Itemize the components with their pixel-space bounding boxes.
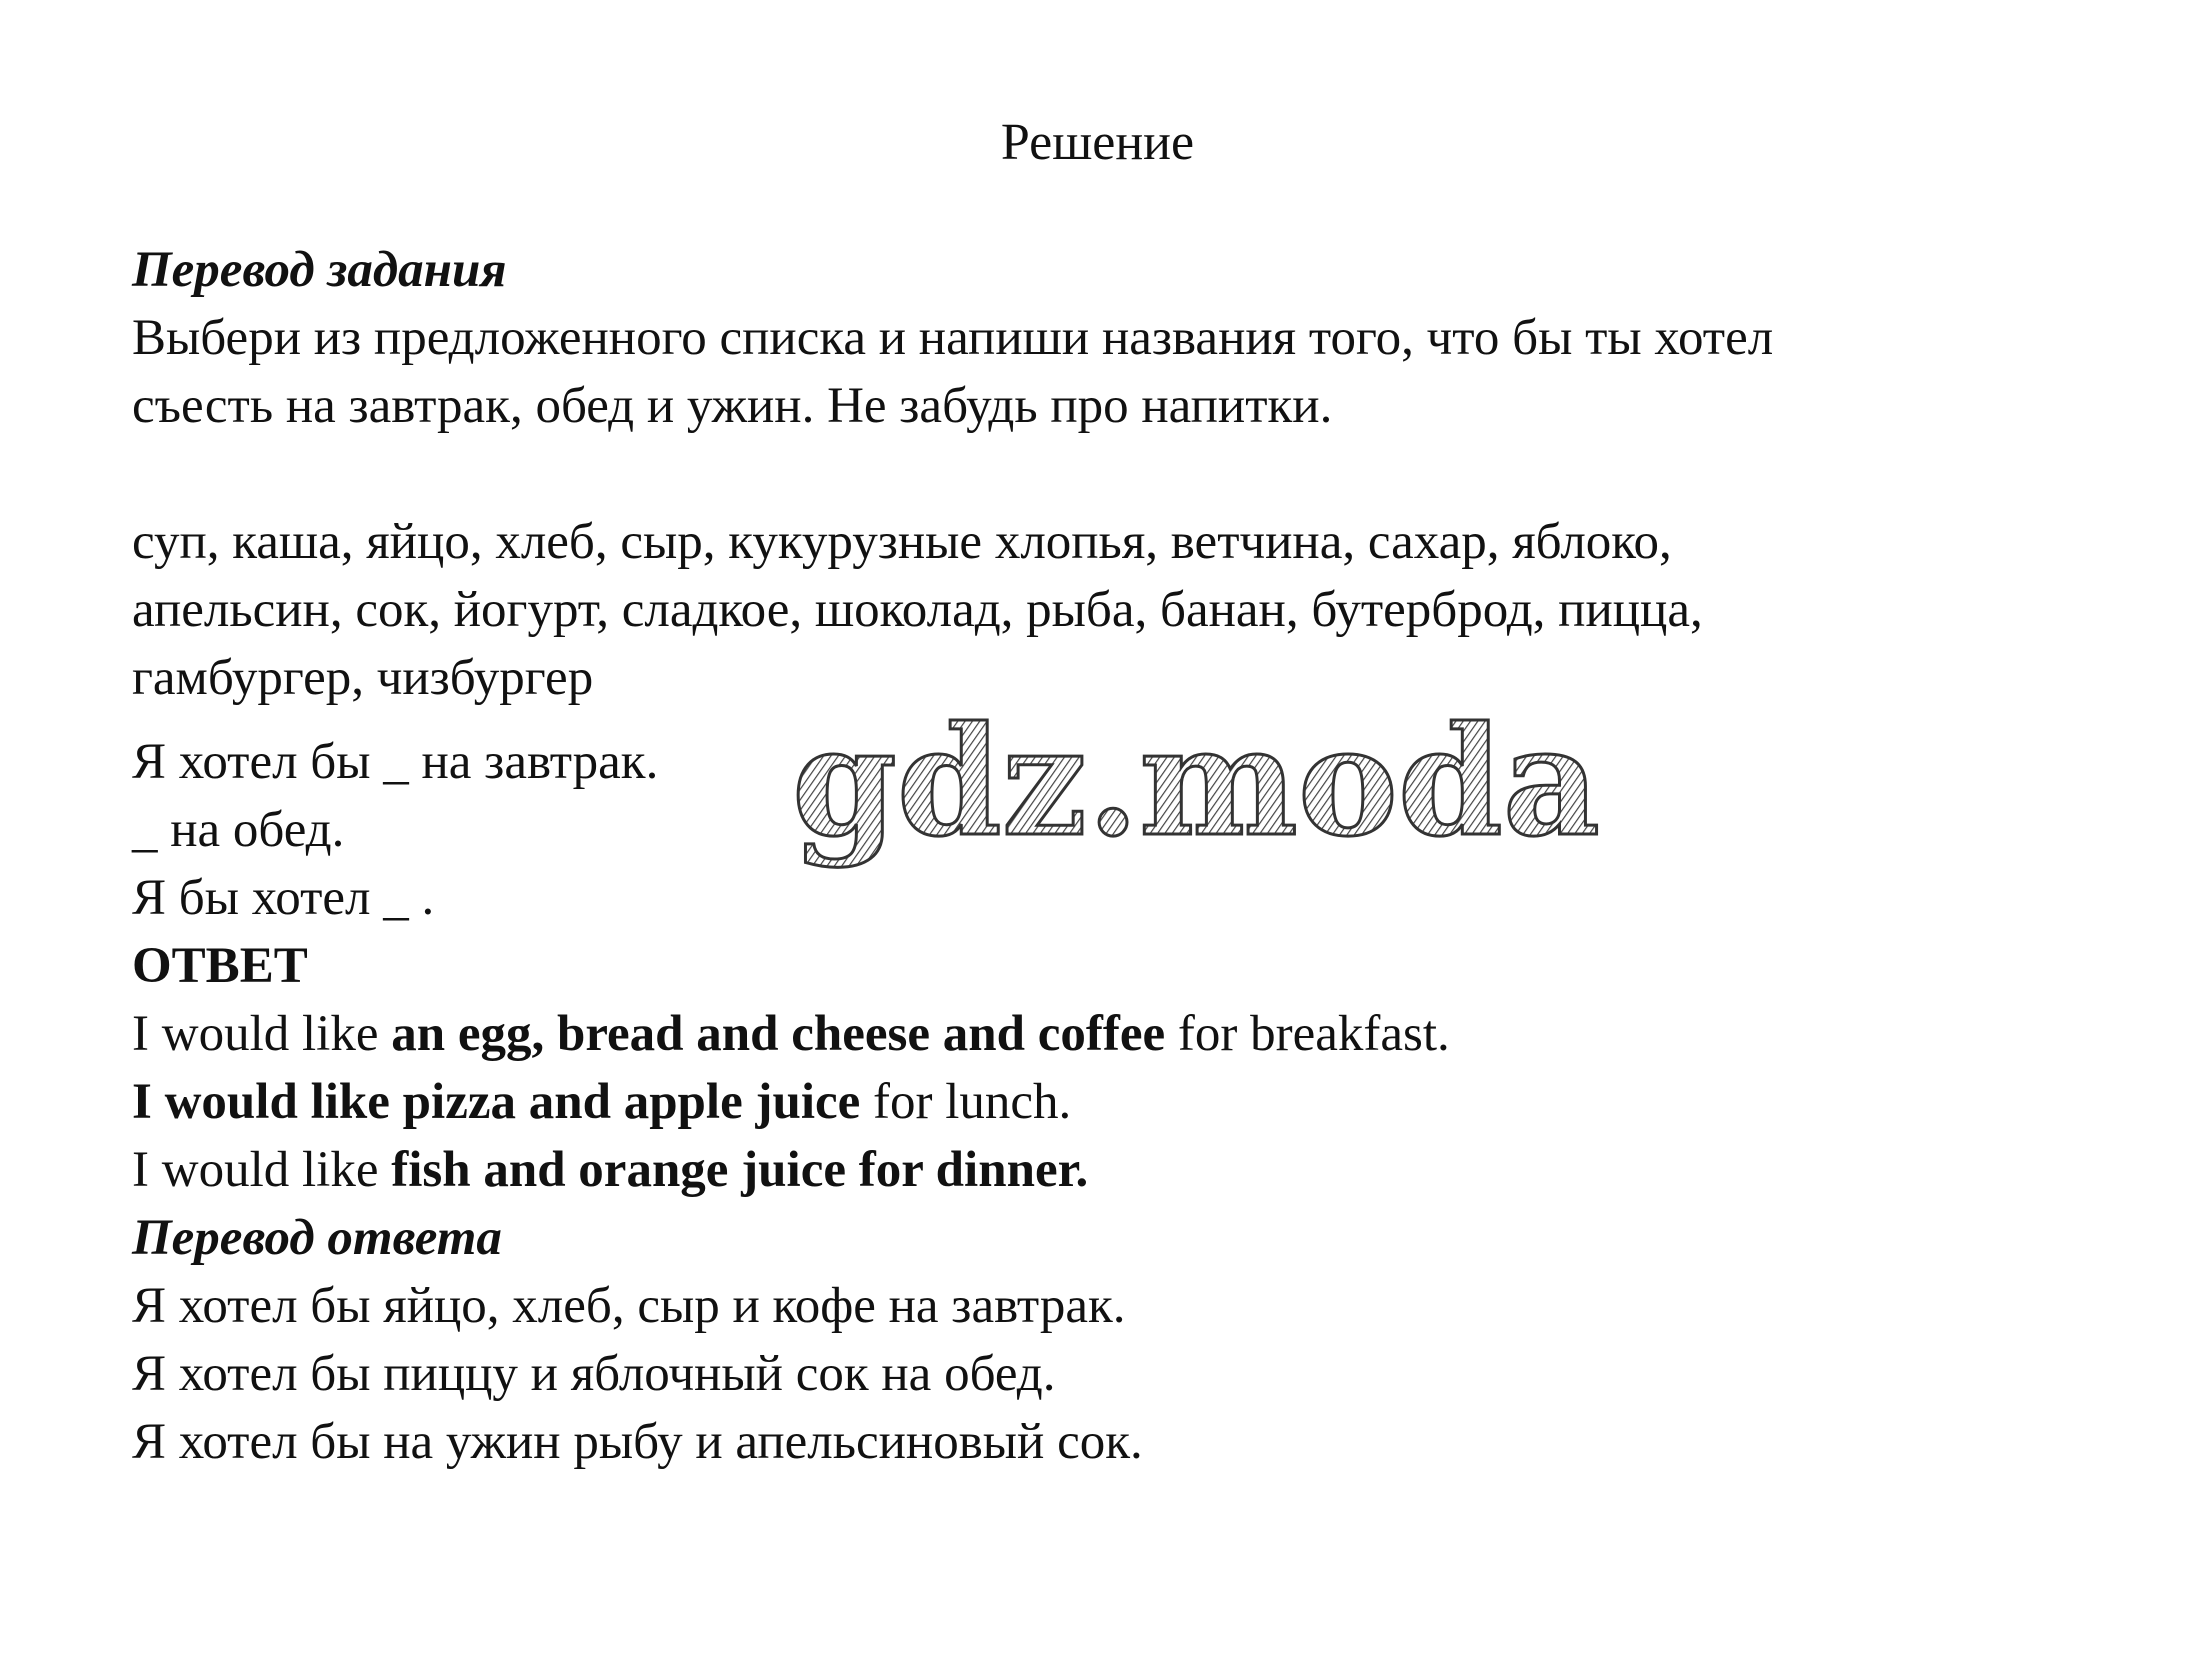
answer-line-lunch (132, 1068, 2112, 1136)
answer-text-bold: an egg, bread and cheese and coffee (391, 1006, 1166, 1062)
answer-line-breakfast (132, 1000, 2112, 1068)
answer-translation-line: Я хотел бы яйцо, хлеб, сыр и кофе на завтрак. (132, 1278, 1126, 1334)
word-list-line: гамбургер, чизбургер (132, 650, 594, 706)
task-translation-line: Выбери из предложенного списка и напиши названия того, что бы ты хотел (132, 310, 1774, 366)
answer-text-plain: for lunch. (860, 1074, 1072, 1130)
answer-text-bold: fish and orange juice for dinner. (391, 1142, 1089, 1198)
page-title: Решение (1000, 114, 1195, 171)
answer-text-plain: for breakfast. (1165, 1006, 1450, 1062)
word-list-line: суп, каша, яйцо, хлеб, сыр, кукурузные хлопья, ветчина, сахар, яблоко, (132, 514, 1672, 570)
answer-text-bold: I would like pizza and apple juice (132, 1074, 861, 1130)
answer-translation-line: Я хотел бы на ужин рыбу и апельсиновый сок. (132, 1414, 1143, 1470)
word-list-line: апельсин, сок, йогурт, сладкое, шоколад, рыба, банан, бутерброд, пицца, (132, 582, 1703, 638)
spacer (132, 440, 2112, 508)
template-line: Я хотел бы _ на завтрак. (132, 734, 659, 790)
template-line: _ на обед. (132, 802, 345, 858)
watermark-text: gdz.moda (792, 694, 1601, 870)
answer-text-plain: I would like (132, 1006, 392, 1062)
answer-line-dinner (132, 1136, 2112, 1204)
template-line: Я бы хотел _ . (132, 870, 435, 926)
answer-text-plain: I would like (132, 1142, 392, 1198)
task-translation-heading: Перевод задания (132, 242, 507, 298)
answer-translation-line: Я хотел бы пиццу и яблочный сок на обед. (132, 1346, 1056, 1402)
watermark-logo (788, 694, 1601, 872)
task-translation-line: съесть на завтрак, обед и ужин. Не забудь про напитки. (132, 378, 1333, 434)
answer-translation-heading: Перевод ответа (132, 1210, 502, 1266)
answer-heading: ОТВЕТ (132, 938, 308, 994)
